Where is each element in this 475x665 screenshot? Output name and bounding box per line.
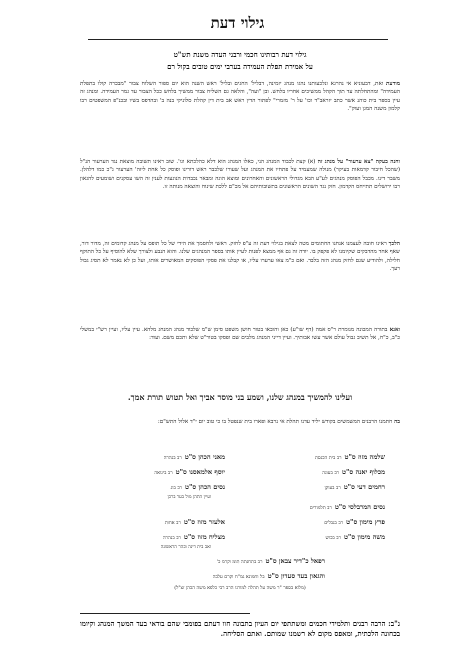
signers-intro-text: חתמנו הרבנים המשמשים בקודש יליד עדנו תהלת אי נרבא ופארו בית שנפטל בו כי טוב יום י"ד אלול התש"ם:: [157, 419, 393, 425]
bottom-note-lead: נ"ב:: [388, 619, 400, 628]
signer-role: רב בעוקן: [324, 486, 341, 491]
signer-name: רפאל כ"דיר צבאן ס"ט: [265, 557, 325, 565]
subtitle-line-2: על אמירת תפלת העמידה בערבי ימים טובים בקול רם: [167, 62, 313, 71]
signer-subtitle: ועיין התהן מול בער ברכן: [167, 495, 211, 500]
paragraph-1: [80, 80, 400, 113]
paragraph-2-text: (א) קצת לכבוד המנהג הני, כאלו המנהג הוא דלא כהלכתא וגו'. שוב ראינו תשובה מוצאת נגד הערעור הנ"ל (שהכל חיבור קדמאות בעיקר) מנולה שמעמיד על פתחיו את המנהג ועל שעורו שלכבר ראש דורינו ופוסק כל אחת ליזה' הערעור ג"כ כמו דלהלן. משבר דינו. מכבל הפוסק מנהגים לע"ע הבא מגדולי הראשונים והאחרונים ומוצא הוגה ומבאר נכבדות הנוגעות לענין זה השו עסקנים ושומעים להגאון רבו ירושלים תתייחס הקדמון. חזק נגד השונים הראשונים בתשובותיהם אל מכ"ם ללכת שינוח והוצאה מנותה זו.: [80, 159, 400, 190]
signer-name: משה מימון ס"ט: [343, 533, 385, 541]
signer-role: רב תלמורים: [309, 506, 332, 511]
footnote-divider: [80, 613, 250, 614]
paragraph-3-text: ראינו חובה לעצמנו אנחנו החתומים מטה לצאת בגילוי דעת זה ע"פ לחזק. ראשי ולחסמך את הידי של כל תופס על מנהג קדומים זה, מדור דור, שאף אחד מהדבקים שקיומנו לא פקפק בו. יודה זה גם אף ממצא לפנות לעיין אותו בספר המנהגים שלנו. והוא הנבע ולצורך שלא להוסיף על כל התוקף חלילה, ולהודיע שגם לחזק מנהג הזה בלבד. ואם כ"מ צאו ערערו עליו, או קבלנו את פסקי הפוסקים המאושרים אותו, ועל כן לא נאמר לא תסיג גבול רעך.: [80, 241, 400, 272]
signer-subtitle: ואב בית דינה ובהר הראשונה: [160, 545, 211, 550]
paragraph-2: [80, 158, 400, 191]
signer-name: יוסף אלמאסנו ס"ט: [175, 468, 225, 476]
signer: [255, 474, 385, 493]
signer-name: מכלוף יאנה ס"ט: [342, 468, 385, 476]
signer-role: רב בכוש: [325, 536, 341, 541]
signer-name: והגאון בעד סעדון ס"ט: [267, 572, 325, 580]
signer-name: נסים הכהן ס"ט: [185, 483, 225, 491]
signer-role: רב בית הכנסת: [314, 456, 342, 461]
paragraph-3-lead: הלכך: [388, 241, 400, 247]
signers-intro: [80, 418, 400, 426]
paragraph-1-text: ואת, דבעוניא אי נהרגא ונלכעותנו נהגו מנהג יזמינה, דבליל' החגים ובליל' ראש השנה הוא יום ספור השלוח צבור "מבכרה קולו בתפלת העמידה" ומהתחלתה עד תוך הקהל ממשיכים אחריו בלחש. ובן "ועה", והלאה גם השליח צבור ממשיך בלחש ככל הצבור עד גמר העמידה. ומנהג זה עיין בספר בית כוהנ אשר כתב יזראב"ד וכו' על ר' מזמרי" לפתור הדין ראש אב בית דין קהלת סלוניקי בנה ב' ובהדפס בשיו ובכנ"פ המשפטים רבו קלמון משנה המגן ועוק".: [80, 81, 400, 112]
signer: [95, 524, 225, 550]
signer-name: רחמים דעי ס"ט: [343, 483, 385, 491]
signer-name: שלמה מזוז ס"ט: [344, 453, 385, 461]
signer-role: רב בתחנתה תומ וקרמ כ': [216, 560, 263, 565]
signer-name: מצליח מזוז ס"ט: [183, 533, 225, 541]
paragraph-4: [80, 326, 400, 343]
signer: [95, 474, 225, 500]
signer: [255, 524, 385, 543]
signer-name: פרץ מימון ס"ט: [346, 518, 385, 526]
title-divider: [88, 39, 388, 40]
signer-role: רב אחות: [164, 521, 181, 526]
paragraph-2-lead: וחנה בעקה "צא ערעור" על מנהג זה: [317, 159, 400, 165]
signer-name: מאני הכהן ס"ט: [184, 453, 225, 461]
signer-role: רב בנבלים: [324, 521, 344, 526]
signer-role: רב בנהרה: [163, 456, 182, 461]
source-footnote: (מלוא בספר "ר משה על תהלה למורנו הרב רבי כלפא משה הכהן זצ"ל): [174, 586, 306, 591]
paragraph-4-lead: ואנא: [389, 327, 401, 333]
signer: [125, 563, 325, 582]
paragraph-3: [80, 240, 400, 273]
signer-name: אלעזר מזוז ס"ט: [183, 518, 225, 526]
paragraph-4-text: בתורה המכונה מנומרת ר"ס אמה (דף שו"ע) כאן והובאו בטור חושן משפט סימן ש"מ שלכוד מנהג המנחג מלהא. עיין עליו, ועיין רש"י במשלי כ"ב, כ"ח, אל תשיב גבול עולם אשר עשו אבותיך. ועיין דייני המנהג מלבים שם ופסקו בטור"ט שלא ותכם משם. ועוד:: [80, 327, 400, 342]
signer-role: רב בעוגה: [322, 471, 340, 476]
signers-intro-lead: בה: [394, 419, 400, 425]
callout-quote: ועלינו להמשיך במנהג שלנו, ושמע בני מוסר אביך ואל תטוש תורת אמך.: [127, 392, 353, 402]
signer-role: רב בנהרה: [162, 536, 181, 541]
signer-role: רב בוג: [170, 486, 182, 491]
paragraph-1-lead: מודעת: [386, 81, 401, 87]
signer-role: בל וחמונא גמ"ח וקרם עלבה: [212, 575, 265, 580]
bottom-note-text: הרבה רבנים ותלמידי חכמים ומשתתפי יום העיון בתבונה חוו דעתם בפומבי שהם בודאי בעד המשך המנהג וקיומו בכחונה הלכתית, ומאפס מקום לא רשמנו שמותם. ואתם הסליחה.: [80, 619, 400, 638]
signer-name: נסים המרבלסי ס"ט: [334, 503, 385, 511]
signer-role: רב ביגואה: [154, 471, 173, 476]
subtitle-line-1: גילוי דעת רבותינו חכמי ורבני העדה משנת תש"ט: [173, 50, 307, 59]
bottom-note: [80, 619, 400, 639]
document-title: גילוי דעת: [210, 14, 265, 32]
